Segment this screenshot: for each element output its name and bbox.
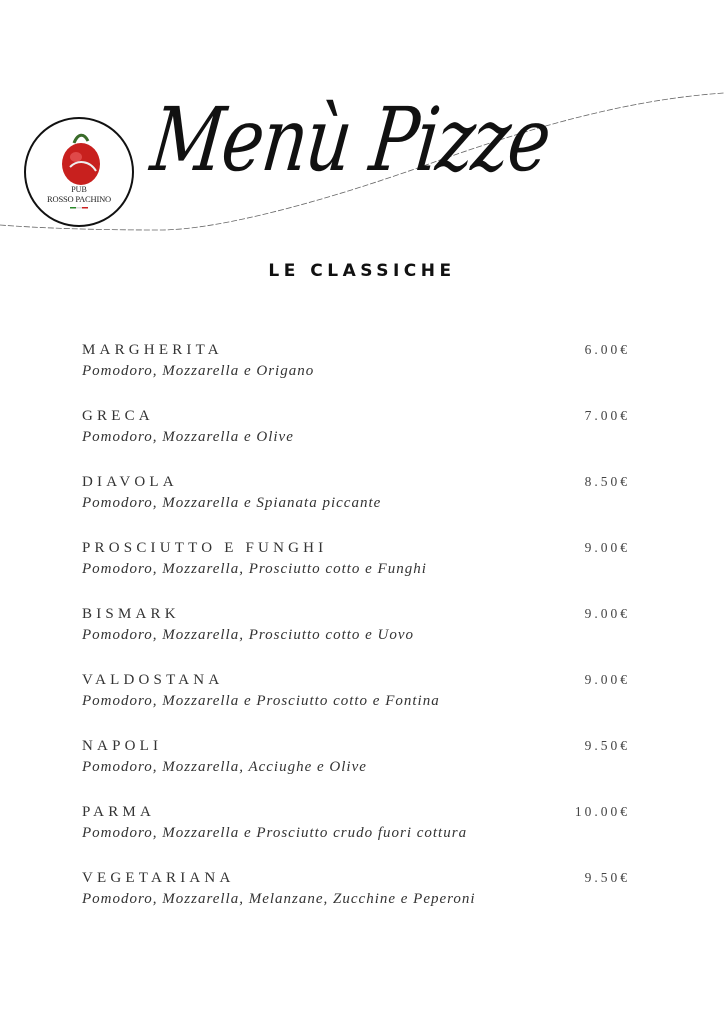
item-price: 8.50€ [584,474,630,489]
item-name: VALDOSTANA [82,672,224,688]
item-description: Pomodoro, Mozzarella e Prosciutto crudo fuori cottura [82,825,468,841]
item-name: DIAVOLA [82,474,178,490]
item-description: Pomodoro, Mozzarella e Origano [82,363,315,379]
item-price: 9.00€ [584,606,630,621]
item-name: PROSCIUTTO E FUNGHI [82,540,328,556]
item-name: NAPOLI [82,738,163,754]
item-description: Pomodoro, Mozzarella, Prosciutto cotto e Uovo [82,627,415,643]
item-name: PARMA [82,804,155,820]
logo-name-text: ROSSO PACHINO [47,194,111,204]
item-description: Pomodoro, Mozzarella e Prosciutto cotto e Fontina [82,693,440,709]
menu-item [82,538,630,604]
menu-item [82,868,630,934]
item-price: 9.50€ [584,870,630,885]
item-description: Pomodoro, Mozzarella e Olive [82,429,294,445]
logo-pub-text: PUB [71,185,87,194]
item-price: 6.00€ [584,342,630,357]
item-name: GRECA [82,408,154,424]
section-title: LE CLASSICHE [268,261,456,281]
item-description: Pomodoro, Mozzarella e Spianata piccante [82,495,382,511]
item-price: 10.00€ [574,804,630,819]
item-price: 9.50€ [584,738,630,753]
menu-item [82,472,630,538]
menu-item [82,406,630,472]
item-price: 9.00€ [584,672,630,687]
item-price: 9.00€ [584,540,630,555]
item-price: 7.00€ [584,408,630,423]
item-name: VEGETARIANA [82,870,235,886]
item-description: Pomodoro, Mozzarella, Prosciutto cotto e Funghi [82,561,427,577]
pub-logo [24,117,134,227]
menu-item [82,736,630,802]
menu-item [82,604,630,670]
menu-item [82,340,630,406]
menu-item [82,802,630,868]
tomato-icon [26,119,132,225]
menu-list [82,340,630,934]
page-title: Menù Pizze [146,88,555,191]
item-description: Pomodoro, Mozzarella, Acciughe e Olive [82,759,367,775]
item-description: Pomodoro, Mozzarella, Melanzane, Zucchine e Peperoni [82,891,476,907]
menu-item [82,670,630,736]
item-name: MARGHERITA [82,342,223,358]
item-name: BISMARK [82,606,180,622]
